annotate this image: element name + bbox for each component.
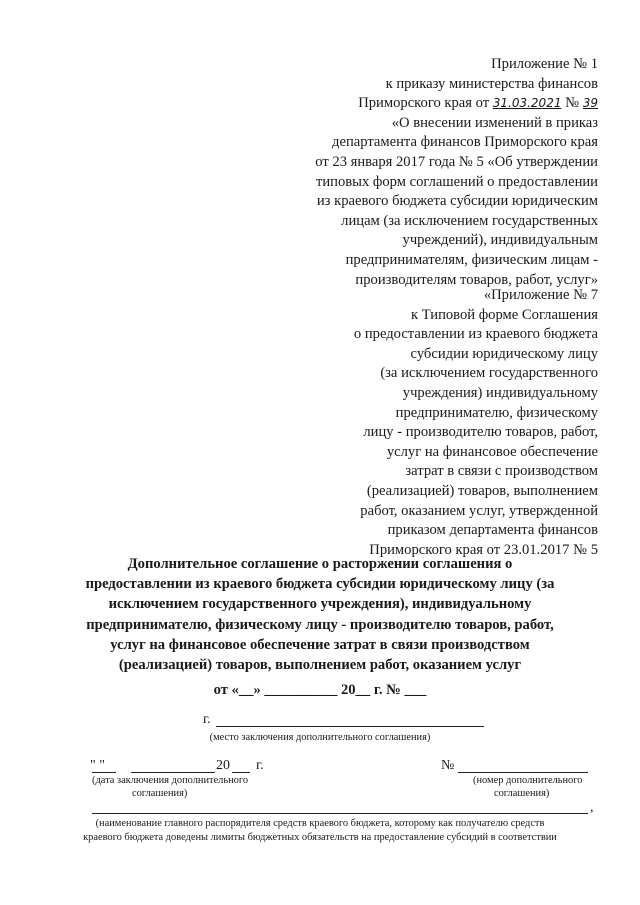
distributor-comma: ,: [590, 800, 594, 815]
distributor-caption-1: (наименование главного распорядителя средств краевого бюджета, которому как получателю средств: [95, 818, 545, 829]
appendix-7-line: о предоставлении из краевого бюджета: [353, 326, 598, 343]
appendix-1-date-line: [315, 94, 598, 114]
title-line: услуг на финансовое обеспечение затрат в связи производством: [110, 636, 530, 653]
place-caption: (место заключения дополнительного соглашения): [209, 732, 431, 743]
appendix-7-line: (за исключением государственного: [380, 365, 598, 382]
appendix-7-line: к Типовой форме Соглашения: [410, 306, 598, 323]
year-blank-line: [232, 772, 250, 773]
appendix-1-date-prefix: Приморского края от: [358, 95, 490, 112]
appendix-1-line: из краевого бюджета субсидии юридическим: [316, 193, 598, 210]
month-blank-line: [131, 772, 215, 773]
appendix-7-line: затрат в связи с производством: [405, 463, 598, 480]
appendix-1-line: от 23 января 2017 года № 5 «Об утверждении: [315, 153, 598, 170]
title-line: (реализацией) товаров, выполнением работ, оказанием услуг: [118, 657, 522, 674]
appendix-7-line: Приморского края от 23.01.2017 № 5: [369, 541, 598, 558]
day-blank-line: [92, 772, 116, 773]
appendix-1-line: Приложение № 1: [491, 56, 598, 72]
document-title: [60, 554, 580, 675]
appendix-7-line: лицу - производителю товаров, работ,: [363, 424, 598, 441]
appendix-7-line: субсидии юридическому лицу: [410, 345, 598, 362]
distributor-blank-line: [92, 813, 588, 814]
handwritten-number: 39: [582, 96, 598, 111]
agreement-date-number-line: от «__» __________ 20__ г. № ___: [213, 682, 427, 698]
city-prefix: г.: [203, 712, 211, 727]
title-line: Дополнительное соглашение о расторжении соглашения о: [127, 556, 513, 572]
appendix-7-line: учреждения) индивидуальному: [402, 384, 598, 401]
date-year-suffix: г.: [256, 758, 264, 773]
title-line: исключением государственного учреждения), индивидуальному: [108, 596, 532, 613]
appendix-7-line: «Приложение № 7: [483, 287, 598, 303]
title-line: предоставлении из краевого бюджета субсидии юридическому лицу (за: [85, 576, 555, 593]
date-caption-1: (дата заключения дополнительного: [92, 775, 249, 786]
number-caption-1: (номер дополнительного: [473, 775, 583, 786]
appendix-7-line: приказом департамента финансов: [387, 522, 598, 539]
appendix-1-line: к приказу министерства финансов: [385, 75, 598, 92]
title-line: предпринимателю, физическому лицу - производителю товаров, работ,: [86, 616, 554, 633]
appendix-7-line: работ, оказанием услуг, утвержденной: [360, 502, 598, 519]
appendix-1-line: «О внесении изменений в приказ: [391, 114, 598, 131]
appendix-1-line: учреждений), индивидуальным: [402, 232, 598, 249]
date-caption-2: соглашения): [132, 788, 188, 799]
appendix-1-line: типовых форм соглашений о предоставлении: [315, 173, 598, 190]
appendix-7-line: предпринимателю, физическому: [395, 404, 598, 421]
number-blank-line: [458, 772, 588, 773]
appendix-1-line: производителям товаров, работ, услуг»: [355, 271, 598, 288]
appendix-1-line: предпринимателям, физическим лицам -: [345, 251, 598, 268]
number-label: №: [441, 758, 455, 773]
appendix-1-header: [315, 55, 598, 290]
date-quotes: " ": [90, 758, 105, 773]
place-blank-line: [216, 726, 484, 727]
appendix-1-line: департамента финансов Приморского края: [332, 134, 598, 151]
distributor-caption-2: краевого бюджета доведены лимиты бюджетных обязательств на предоставление субсидий в соответствии: [83, 832, 557, 843]
handwritten-date: 31.03.2021: [492, 96, 562, 111]
appendix-1-line: лицам (за исключением государственных: [341, 212, 598, 229]
date-year: 20: [216, 758, 230, 773]
appendix-7-line: (реализацией) товаров, выполнением: [366, 482, 598, 499]
appendix-7-line: услуг на финансовое обеспечение: [386, 443, 598, 460]
appendix-7-header: [354, 286, 598, 560]
number-sign: №: [565, 95, 580, 112]
number-caption-2: соглашения): [494, 788, 550, 799]
